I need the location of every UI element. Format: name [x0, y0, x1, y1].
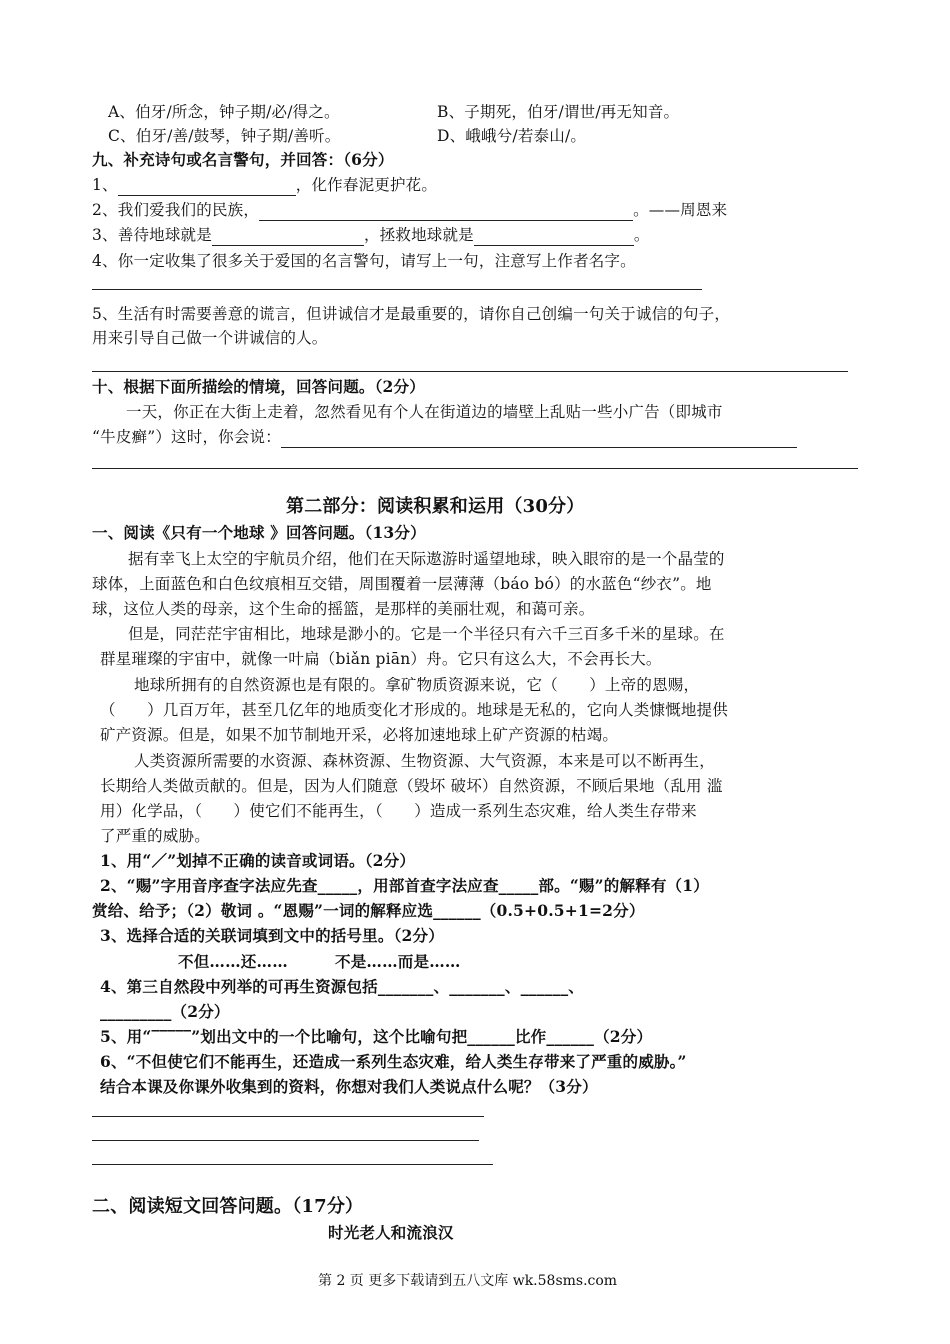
passage-p3-l1: 地球所拥有的自然资源也是有限的。拿矿物质资源来说，它（ ）上帝的恩赐， — [134, 676, 700, 694]
option-d: D、峨峨兮/若泰山/。 — [437, 127, 587, 145]
page-footer: 第 2 页 更多下载请到五八文库 wk.58sms.com — [318, 1273, 618, 1289]
answer-blank[interactable] — [259, 202, 633, 221]
question-2-line2: 赏给、给予；（2）敬词 。“恩赐”一词的解释应选______（0.5+0.5+1=2分） — [92, 901, 645, 920]
passage-p4-l2: 长期给人类做贡献的。但是，因为人们随意（毁坏 破坏）自然资源，不顾后果地（乱用 滥 — [100, 777, 723, 795]
answer-blank[interactable] — [474, 227, 634, 246]
passage-p1-l1: 据有幸飞上太空的宇航员介绍，他们在天际遨游时遥望地球，映入眼帘的是一个晶莹的 — [128, 550, 725, 568]
question-5: 5、用“‾‾‾‾‾”划出文中的一个比喻句，这个比喻句把______比作______（2分） — [100, 1027, 653, 1046]
q10-title: 十、根据下面所描绘的情境，回答问题。（2分） — [92, 377, 425, 396]
answer-blank[interactable] — [281, 429, 797, 448]
question-4-line2: _________（2分） — [100, 1002, 230, 1021]
answer-blank[interactable] — [212, 227, 364, 246]
question-6-line1: 6、“不但使它们不能再生，还造成一系列生态灾难，给人类生存带来了严重的威胁。” — [100, 1052, 687, 1071]
option-c: C、伯牙/善/鼓琴，钟子期/善听。 — [108, 127, 341, 145]
answer-line[interactable] — [92, 468, 858, 469]
part2-title: 第二部分：阅读积累和运用（30分） — [286, 496, 585, 517]
q9-item3-mid: ，拯救地球就是 — [363, 226, 474, 244]
sec2-title: 二、阅读短文回答问题。（17分） — [92, 1196, 364, 1217]
q9-item2 — [92, 199, 727, 221]
story-title: 时光老人和流浪汉 — [328, 1223, 454, 1242]
answer-line[interactable] — [92, 289, 702, 290]
question-3-options: 不但……还…… 不是……而是…… — [178, 952, 461, 971]
option-b: B、子期死，伯牙/谓世/再无知音。 — [437, 103, 680, 121]
q9-item2-text: 2、我们爱我们的民族， — [92, 201, 260, 219]
sec1-title: 一、阅读《只有一个地球 》回答问题。（13分） — [92, 523, 426, 542]
passage-p2-l2: 群星璀璨的宇宙中，就像一叶扁（biǎn piān）舟。它只有这么大，不会再长大。 — [100, 650, 662, 668]
q9-title: 九、补充诗句或名言警句，并回答：（6分） — [92, 150, 394, 169]
passage-p4-l1: 人类资源所需要的水资源、森林资源、生物资源、大气资源，本来是可以不断再生， — [134, 752, 715, 770]
answer-line[interactable] — [92, 1116, 484, 1117]
answer-line[interactable] — [92, 1164, 493, 1165]
q9-item5-line1: 5、生活有时需要善意的谎言，但讲诚信才是最重要的，请你自己创编一句关于诚信的句子， — [92, 305, 731, 323]
question-6-line2: 结合本课及你课外收集到的资料，你想对我们人类说点什么呢？（3分） — [100, 1077, 598, 1096]
question-1: 1、用“／”划掉不正确的读音或词语。（2分） — [100, 851, 416, 870]
passage-p4-l3: 用）化学品，（ ）使它们不能再生，（ ）造成一系列生态灾难，给人类生存带来 — [100, 802, 697, 820]
question-3: 3、选择合适的关联词填到文中的括号里。（2分） — [100, 926, 444, 945]
q9-item1-text: ，化作春泥更护花。 — [295, 176, 438, 194]
answer-blank[interactable] — [118, 177, 296, 196]
passage-p3-l2: （ ）几百万年，甚至几亿年的地质变化才形成的。地球是无私的，它向人类慷慨地提供 — [100, 701, 729, 719]
q9-item5-line2: 用来引导自己做一个讲诚信的人。 — [92, 329, 328, 347]
answer-line[interactable] — [92, 1140, 479, 1141]
answer-line[interactable] — [92, 371, 848, 372]
q10-line1: 一天，你正在大街上走着，忽然看见有个人在街道边的墙壁上乱贴一些小广告（即城市 — [126, 403, 723, 421]
passage-p1-l2: 球体，上面蓝色和白色纹痕相互交错，周围覆着一层薄薄（báo bó）的水蓝色“纱衣”。地 — [92, 575, 712, 593]
option-a: A、伯牙/所念，钟子期/必/得之。 — [108, 103, 340, 121]
question-2-line1: 2、“赐”字用音序查字法应先查_____，用部首查字法应查_____部。“赐”的解释有（1） — [100, 876, 709, 895]
passage-p1-l3: 球，这位人类的母亲，这个生命的摇篮，是那样的美丽壮观，和蔼可亲。 — [92, 600, 595, 618]
passage-p3-l3: 矿产资源。但是，如果不加节制地开采，必将加速地球上矿产资源的枯竭。 — [100, 726, 619, 744]
q9-item3 — [92, 224, 650, 246]
q9-item2-end: 。——周恩来 — [633, 201, 728, 219]
q9-item1 — [92, 174, 437, 196]
q9-item3-end: 。 — [633, 226, 650, 244]
q9-item1-num: 1、 — [92, 176, 118, 194]
q10-line2-text: “牛皮癣”）这时，你会说： — [92, 428, 281, 446]
q9-item3-text: 3、善待地球就是 — [92, 226, 212, 244]
passage-p4-l4: 了严重的威胁。 — [100, 827, 210, 845]
question-4-line1: 4、第三自然段中列举的可再生资源包括_______、_______、______、 — [100, 977, 584, 996]
passage-p2-l1: 但是，同茫茫宇宙相比，地球是渺小的。它是一个半径只有六千三百多千米的星球。在 — [128, 625, 725, 643]
q9-item4: 4、你一定收集了很多关于爱国的名言警句，请写上一句，注意写上作者名字。 — [92, 252, 636, 270]
q10-line2 — [92, 426, 797, 448]
